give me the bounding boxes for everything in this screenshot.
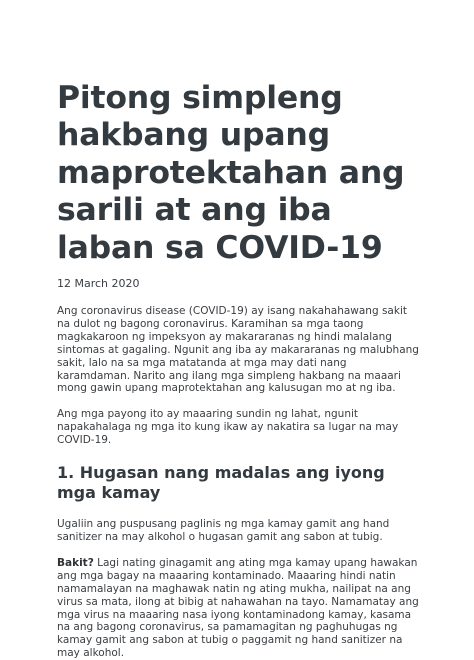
why-label: Bakit?: [57, 556, 94, 569]
publish-date: 12 March 2020: [57, 277, 140, 291]
document-title: Pitong simpleng hakbang upang maprotektahan ang sarili at ang iba laban sa COVID-19: [57, 80, 405, 266]
why-text: Lagi nating ginagamit ang ating mga kamay upang hawakan ang mga bagay na maaaring kontaminado. Maaaring hindi natin namamalayan na maghawak natin ng ating mukha, nailipat na ang virus sa mata, ilong at bibig at nahawahan na tayo. Namamatay ang mga virus na maaaring nasa iyong kontaminadong kamay, kasama na ang bagong coronavirus, sa pamamagitan ng paghuhugas ng kamay gamit ang sabon at tubig o paggamit ng hand sanitizer na may alkohol.: [57, 556, 419, 660]
document-page: [57, 80, 419, 660]
section-heading: 1. Hugasan nang madalas ang iyong mga kamay: [57, 463, 385, 503]
advice-paragraph: Ang mga payong ito ay maaaring sundin ng lahat, ngunit napakahalaga ng mga ito kung ikaw ay nakatira sa lugar na may COVID-19.: [57, 408, 399, 447]
intro-paragraph: Ang coronavirus disease (COVID-19) ay isang nakahahawang sakit na dulot ng bagong coronavirus. Karamihan sa mga taong magkakaroon ng impeksyon ay makararanas ng hindi malalang sintomas at gagaling. Ngunit ang iba ay makararanas ng malubhang sakit, lalo na sa mga matatanda at mga may dati nang karamdaman. Narito ang ilang mga simpleng hakbang na maaari mong gawin upang maprotektahan ang kalusugan mo at ng iba.: [57, 305, 419, 395]
why-paragraph: [57, 557, 419, 660]
section-paragraph: Ugaliin ang puspusang paglinis ng mga kamay gamit ang hand sanitizer na may alkohol o hugasan gamit ang sabon at tubig.: [57, 518, 390, 543]
